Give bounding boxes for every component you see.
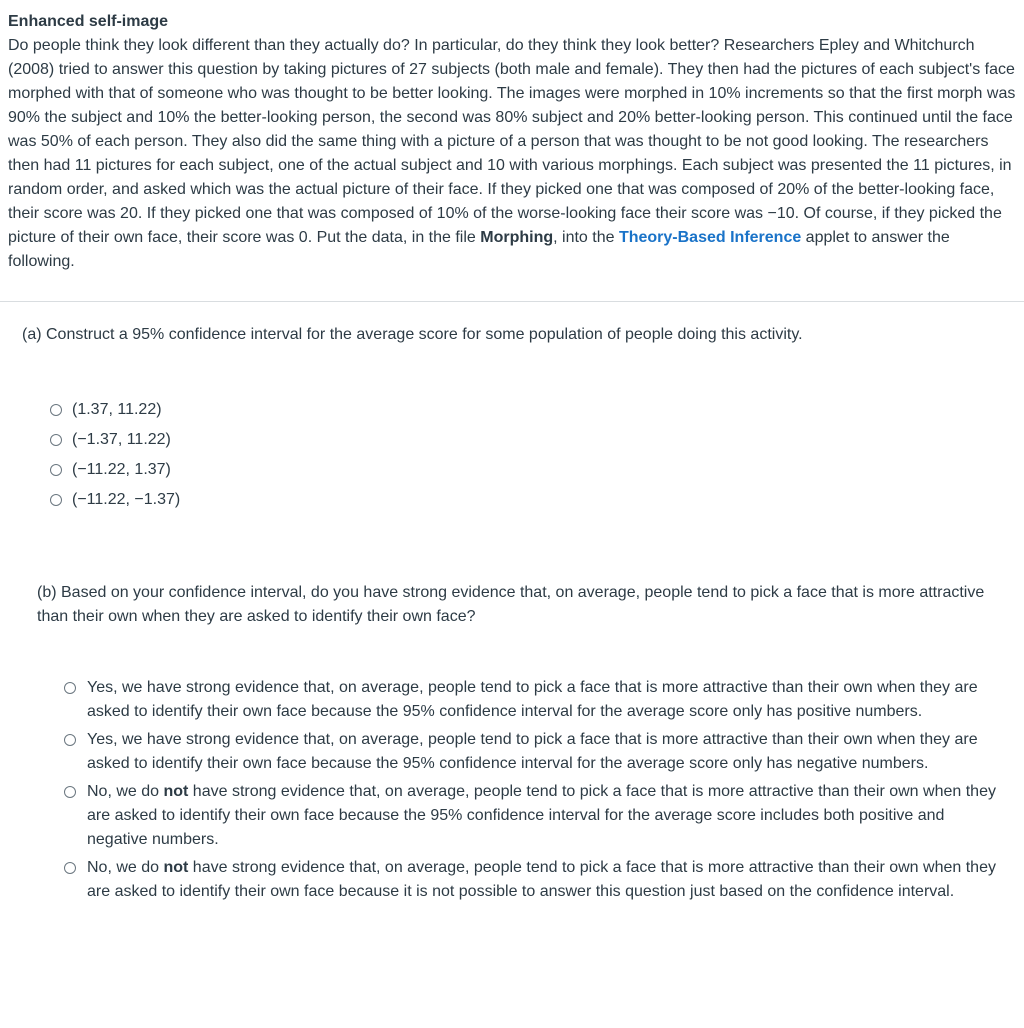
question-b-prompt: (b) Based on your confidence interval, do you have strong evidence that, on average, people tend to pick a face that is more attractive than their own when they are asked to identify their own face? xyxy=(37,584,985,625)
option-label xyxy=(87,728,1004,776)
option-text: Yes, we have strong evidence that, on average, people tend to pick a face that is more attractive than their own when they are asked to identify their own face because the 95% confidence interval for the average score only has positive numbers. xyxy=(87,679,978,720)
option-label: (−11.22, 1.37) xyxy=(72,461,171,478)
data-file-name: Morphing xyxy=(480,229,554,246)
problem-intro xyxy=(8,10,1020,274)
radio-button[interactable] xyxy=(50,464,62,476)
question-b-options xyxy=(64,676,1004,908)
option-label: (1.37, 11.22) xyxy=(72,401,162,418)
description-text-end: applet to answer the following. xyxy=(8,229,950,270)
option-text: No, we do xyxy=(87,859,164,876)
problem-description xyxy=(8,34,1020,274)
option-label xyxy=(87,780,1004,852)
option-b1[interactable] xyxy=(64,676,1004,724)
option-label: (−11.22, −1.37) xyxy=(72,491,181,508)
option-b3[interactable] xyxy=(64,780,1004,852)
option-b2[interactable] xyxy=(64,728,1004,776)
problem-title: Enhanced self-image xyxy=(8,13,169,30)
applet-link[interactable]: Theory-Based Inference xyxy=(618,229,802,246)
option-a3[interactable] xyxy=(50,455,180,485)
option-text-rest: have strong evidence that, on average, people tend to pick a face that is more attractive than their own when they are asked to identify their own face because the 95% confidence interval for the average score includes both positive and negative numbers. xyxy=(87,783,996,848)
option-b4[interactable] xyxy=(64,856,1004,904)
option-text: Yes, we have strong evidence that, on average, people tend to pick a face that is more attractive than their own when they are asked to identify their own face because the 95% confidence interval for the average score only has negative numbers. xyxy=(87,731,978,772)
option-text: No, we do xyxy=(87,783,164,800)
option-a1[interactable] xyxy=(50,395,180,425)
section-divider xyxy=(0,301,1024,302)
radio-button[interactable] xyxy=(64,862,76,874)
radio-button[interactable] xyxy=(64,682,76,694)
description-text: Do people think they look different than they actually do? In particular, do they think they look better? Researchers Epley and Whitchurch (2008) tried to answer this question by taking pictures of 27 subjects (both male and female). They then had the pictures of each subject's face morphed with that of someone who was thought to be better looking. The images were morphed in 10% increments so that the first morph was 90% the subject and 10% the better-looking person, the second was 80% subject and 20% better-looking person. This continued until the face was 50% of each person. They also did the same thing with a picture of a person that was thought to be not good looking. The researchers then had 11 pictures for each subject, one of the actual subject and 10 with various morphings. Each subject was presented the 11 pictures, in random order, and asked which was the actual picture of their face. If they picked one that was composed of 20% of the better-looking face, their score was 20. If they picked one that was composed of 10% of the worse-looking face their score was −10. Of course, if they picked the picture of their own face, their score was 0. Put the data, in the file xyxy=(8,37,1016,246)
option-a2[interactable] xyxy=(50,425,180,455)
question-a-options xyxy=(50,395,180,515)
option-a4[interactable] xyxy=(50,485,180,515)
radio-button[interactable] xyxy=(50,404,62,416)
radio-button[interactable] xyxy=(64,786,76,798)
question-a-prompt: (a) Construct a 95% confidence interval for the average score for some population of people doing this activity. xyxy=(22,326,803,343)
option-emphasis: not xyxy=(163,859,189,876)
radio-button[interactable] xyxy=(64,734,76,746)
option-emphasis: not xyxy=(163,783,189,800)
option-label: (−1.37, 11.22) xyxy=(72,431,171,448)
option-label xyxy=(87,676,1004,724)
radio-button[interactable] xyxy=(50,434,62,446)
option-label xyxy=(87,856,1004,904)
option-text-rest: have strong evidence that, on average, people tend to pick a face that is more attractive than their own when they are asked to identify their own face because it is not possible to answer this question just based on the confidence interval. xyxy=(87,859,996,900)
radio-button[interactable] xyxy=(50,494,62,506)
description-text-between: , into the xyxy=(553,229,619,246)
